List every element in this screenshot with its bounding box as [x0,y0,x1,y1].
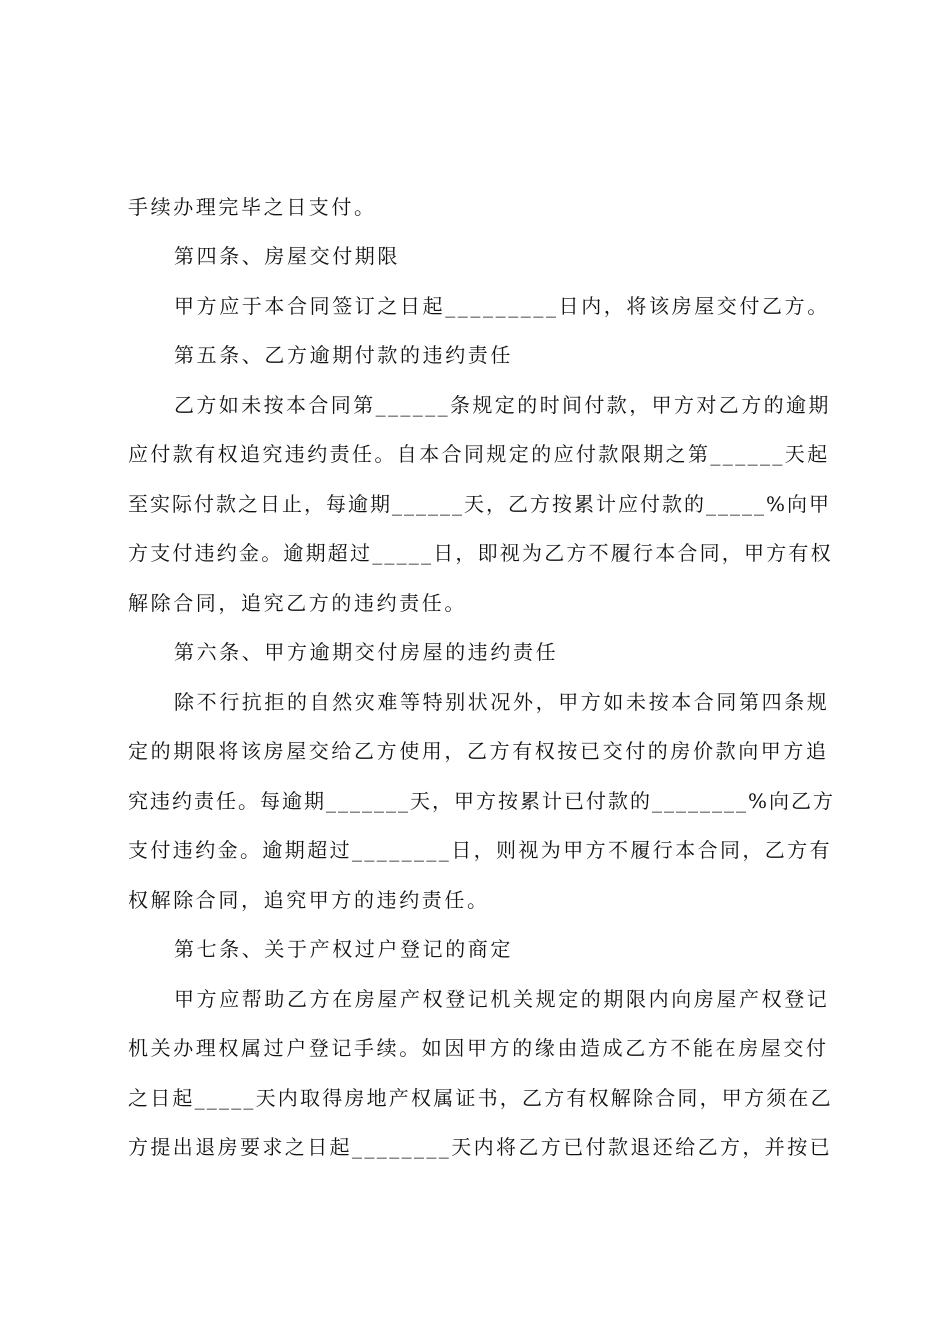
paragraph-line: 方支付违约金。逾期超过_____日，即视为乙方不履行本合同，甲方有权 [128,541,833,565]
paragraph-line: 究违约责任。每逾期_______天，甲方按累计已付款的________%向乙方 [128,789,836,813]
paragraph-line: 机关办理权属过户登记手续。如因甲方的缘由造成乙方不能在房屋交付 [128,1036,829,1060]
article-heading-6: 第六条、甲方逾期交付房屋的违约责任 [174,640,559,664]
paragraph-line: 之日起_____天内取得房地产权属证书，乙方有权解除合同，甲方须在乙 [128,1086,833,1110]
article-heading-5: 第五条、乙方逾期付款的违约责任 [174,343,513,367]
paragraph-line: 方提出退房要求之日起________天内将乙方已付款退还给乙方，并按已 [128,1135,832,1159]
paragraph-line: 乙方如未按本合同第______条规定的时间付款，甲方对乙方的逾期 [174,393,831,417]
paragraph-line: 定的期限将该房屋交给乙方使用，乙方有权按已交付的房价款向甲方追 [128,739,829,763]
paragraph-line: 解除合同，追究乙方的违约责任。 [128,591,467,615]
article-heading-4: 第四条、房屋交付期限 [174,244,400,268]
paragraph-line: 支付违约金。逾期超过________日，则视为甲方不履行本合同，乙方有 [128,838,832,862]
article-heading-7: 第七条、关于产权过户登记的商定 [174,937,513,961]
paragraph-line: 甲方应于本合同签订之日起_________日内，将该房屋交付乙方。 [174,294,830,318]
paragraph-line: 除不行抗拒的自然灾难等特别状况外，甲方如未按本合同第四条规 [174,690,830,714]
paragraph-line: 应付款有权追究违约责任。自本合同规定的应付款限期之第______天起 [128,442,830,466]
paragraph-line: 甲方应帮助乙方在房屋产权登记机关规定的期限内向房屋产权登记 [174,987,830,1011]
paragraph-line: 手续办理完毕之日支付。 [128,195,377,219]
paragraph-line: 权解除合同，追究甲方的违约责任。 [128,888,490,912]
paragraph-line: 至实际付款之日止，每逾期______天，乙方按累计应付款的_____%向甲 [128,492,832,516]
